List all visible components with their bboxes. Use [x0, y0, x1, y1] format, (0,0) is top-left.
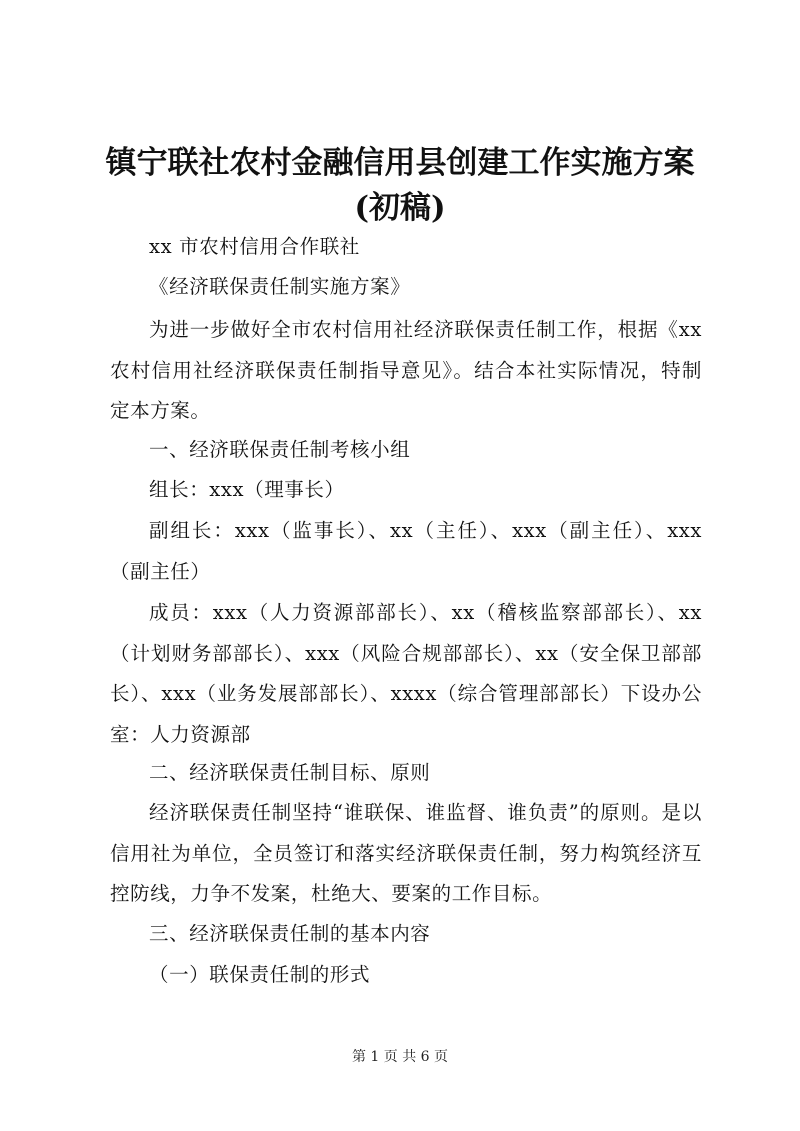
- paragraph-deputy-leaders: 副组长：xxx（监事长）、xx（主任）、xxx（副主任）、xxx（副主任）: [110, 519, 702, 583]
- paragraph-team-leader: 组长：xxx（理事长）: [149, 478, 345, 501]
- paragraph-members: 成员：xxx（人力资源部部长）、xx（稽核监察部部长）、xx（计划财务部部长）、xxx（风险合规部部长）、xx（安全保卫部部长）、xxx（业务发展部部长）、xxxx（综合管理部部长）下设办公室：人力资源部: [110, 601, 703, 746]
- heading-section-1: 一、经济联保责任制考核小组: [149, 438, 411, 461]
- paragraph-plan-name: 《经济联保责任制实施方案》: [149, 275, 411, 298]
- page-footer: 第 1 页 共 6 页: [351, 1049, 449, 1065]
- heading-section-3: 三、经济联保责任制的基本内容: [149, 922, 431, 945]
- paragraph-principles: 经济联保责任制坚持“谁联保、谁监督、谁负责”的原则。是以信用社为单位，全员签订和落实经济联保责任制，努力构筑经济互控防线，力争不发案，杜绝大、要案的工作目标。: [110, 801, 702, 905]
- paragraph-organization: xx 市农村信用合作联社: [149, 235, 360, 258]
- document-title: 镇宁联社农村金融信用县创建工作实施方案: [105, 145, 695, 181]
- document-title-subtitle: (初稿): [354, 190, 446, 226]
- paragraph-intro: 为进一步做好全市农村信用社经济联保责任制工作，根据《xx农村信用社经济联保责任制指导意见》。结合本社实际情况，特制定本方案。: [110, 318, 702, 422]
- heading-subsection-1: （一）联保责任制的形式: [149, 963, 371, 986]
- heading-section-2: 二、经济联保责任制目标、原则: [149, 761, 431, 784]
